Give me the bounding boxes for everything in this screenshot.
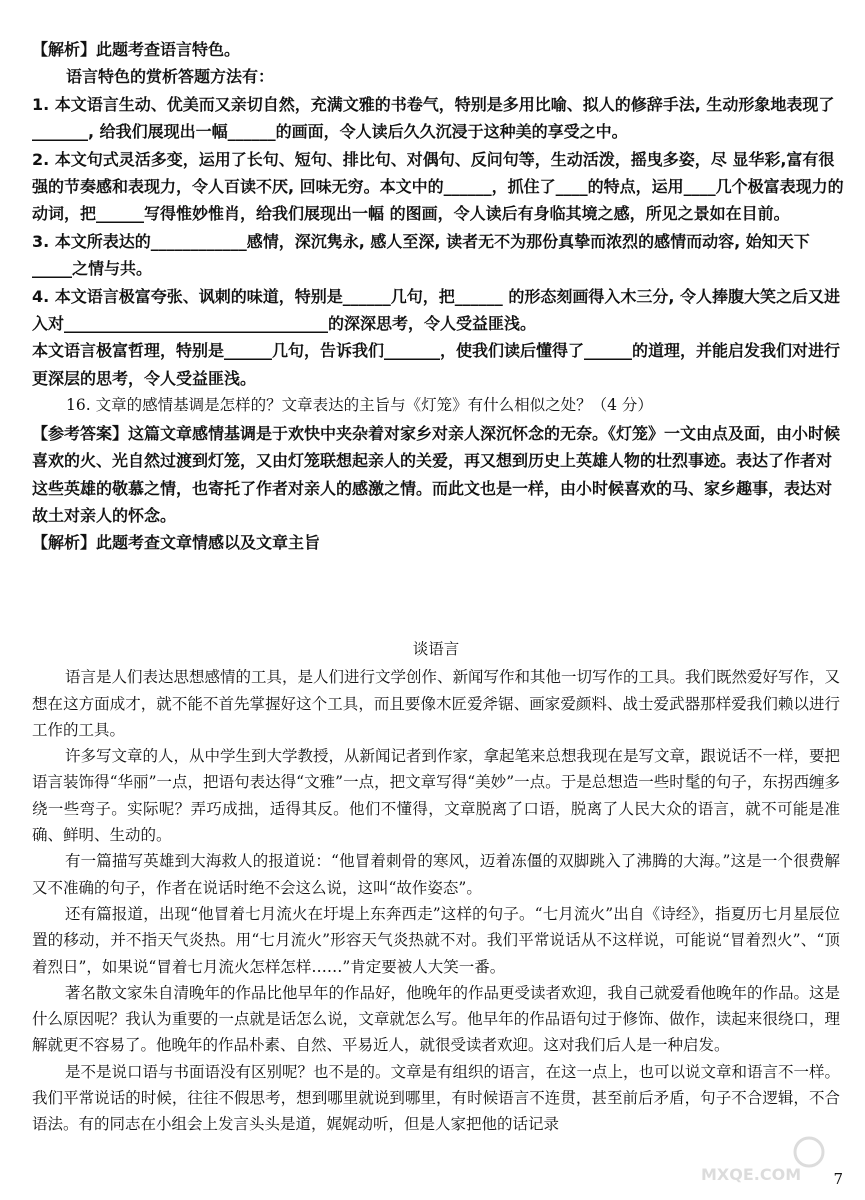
essay-paragraph: 著名散文家朱自清晚年的作品比他早年的作品好，他晚年的作品更受读者欢迎，我自己就爱看他晚年的作品。这是什么原因呢？我认为重要的一点就是话怎么说，文章就怎么写。他早年的作品语句过于修饰、做作，读起来很绕口，理解就更不容易了。他晚年的作品朴素、自然、平易近人，就很受读者欢迎。这对我们后人是一种启发。 bbox=[32, 983, 841, 1055]
essay-section bbox=[32, 636, 840, 1138]
watermark-logo bbox=[697, 1134, 837, 1186]
method-item-3: 3. 本文所表达的____________感情，深沉隽永, 感人至深, 读者无不为那份真挚而浓烈的感情而动容, 始知天下_____之情与共。 bbox=[32, 231, 810, 279]
method-item-4: 4. 本文语言极富夸张、讽刺的味道，特别是______几句，把______ 的形态刻画得入木三分, 令人捧腹大笑之后又进入对_________________________________的深深思考，令人受益匪浅。 bbox=[32, 286, 841, 334]
method-item-5: 本文语言极富哲理，特别是______几句，告诉我们_______，使我们读后懂得了______的道理，并能启发我们对进行更深层的思考，令人受益匪浅。 bbox=[32, 341, 841, 388]
essay-paragraph: 有一篇描写英雄到大海救人的报道说：“他冒着刺骨的寒风，迈着冻僵的双脚跳入了沸腾的大海。”这是一个很费解又不准确的句子，作者在说话时绝不会这么说，这叫“故作姿态”。 bbox=[32, 852, 840, 897]
essay-paragraph: 是不是说口语与书面语没有区别呢？也不是的。文章是有组织的语言，在这一点上，也可以说文章和语言不一样。我们平常说话的时候，往往不假思考，想到哪里就说到哪里，有时候语言不连贯，甚至前后矛盾，句子不合逻辑，不合语法。有的同志在小组会上发言头头是道，娓娓动听，但是人家把他的话记录 bbox=[32, 1062, 841, 1134]
analysis-heading: 【解析】此题考查语言特色。 bbox=[32, 40, 241, 59]
essay-paragraph: 语言是人们表达思想感情的工具，是人们进行文学创作、新闻写作和其他一切写作的工具。我们既然爱好写作，又想在这方面成才，就不能不首先掌握好这个工具，而且要像木匠爱斧锯、画家爱颜料、战士爱武器那样爱我们赖以进行工作的工具。 bbox=[32, 668, 841, 739]
essay-paragraph: 许多写文章的人，从中学生到大学教授，从新闻记者到作家，拿起笔来总想我现在是写文章，跟说话不一样，要把语言装饰得“华丽”一点，把语句表达得“文雅”一点，把文章写得“美妙”一点。于是总想造一些时髦的句子，东拐西缠多绕一些弯子。实际呢？弄巧成拙，适得其反。他们不懂得，文章脱离了口语，脱离了人民大众的语言，就不可能是准确、鲜明、生动的。 bbox=[32, 747, 841, 845]
method-item-2: 2. 本文句式灵活多变，运用了长句、短句、排比句、对偶句、反问句等，生动活泼，摇曳多姿，尽 显华彩,富有很强的节奏感和表现力，令人百读不厌, 回味无穷。本文中的______，抓住了____的特点，运用____几个极富表现力的动词，把______写得惟妙惟肖，给我们展现出一幅 的图画，令人读后有身临其境之感，所见之景如在目前。 bbox=[32, 149, 844, 224]
analysis-section bbox=[32, 36, 844, 557]
reference-answer: 【参考答案】这篇文章感情基调是于欢快中夹杂着对家乡对亲人深沉怀念的无奈。《灯笼》一文由点及面，由小时候喜欢的火、光自然过渡到灯笼，又由灯笼联想起亲人的关爱，再又想到历史上英雄人物的壮烈事迹。表达了作者对这些英雄的敬慕之情，也寄托了作者对亲人的感激之情。而此文也是一样，由小时候喜欢的马、家乡趣事，表达对故土对亲人的怀念。 bbox=[32, 423, 841, 525]
method-item-1: 1. 本文语言生动、优美而又亲切自然，充满文雅的书卷气，特别是多用比喻、拟人的修辞手法, 生动形象地表现了_______, 给我们展现出一幅______的画面，令人读后久久沉浸于这种美的享受之中。 bbox=[32, 94, 835, 142]
essay-title: 谈语言 bbox=[412, 640, 460, 658]
question-16: 16. 文章的感情基调是怎样的？文章表达的主旨与《灯笼》有什么相似之处？（4 分） bbox=[66, 396, 653, 415]
analysis-note: 【解析】此题考查文章情感以及文章主旨 bbox=[32, 533, 321, 553]
method-intro: 语言特色的赏析答题方法有： bbox=[66, 67, 275, 87]
essay-paragraph: 还有篇报道，出现“他冒着七月流火在圩堤上东奔西走”这样的句子。“七月流火”出自《诗经》，指夏历七月星辰位置的移动，并不指天气炎热。用“七月流火”形容天气炎热就不对。我们平常说话从不这样说，可能说“冒着烈火”、“顶着烈日”，如果说“冒着七月流火怎样怎样……”肯定要被人大笑一番。 bbox=[32, 904, 840, 976]
page-number: 7 bbox=[833, 1170, 843, 1188]
watermark-text: MXQE.COM bbox=[701, 1165, 802, 1184]
